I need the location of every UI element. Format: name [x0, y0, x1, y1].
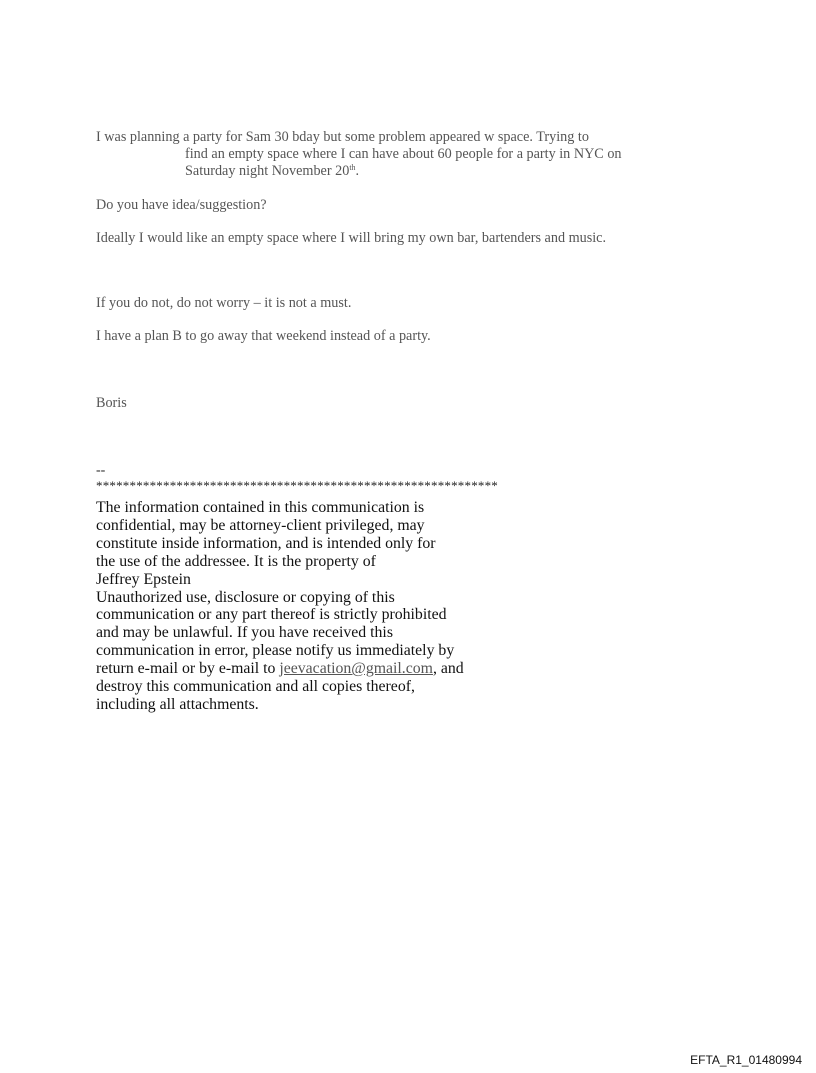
disclaimer-line: including all attachments. — [96, 695, 259, 713]
disclaimer-line: constitute inside information, and is intended only for — [96, 534, 436, 552]
disclaimer-line: and may be unlawful. If you have received this — [96, 624, 393, 642]
disclaimer-line: The information contained in this communication is — [96, 499, 425, 516]
paragraph-party-request — [96, 129, 656, 180]
disclaimer-line: confidential, may be attorney-client privileged, may — [96, 516, 425, 534]
paragraph-line: find an empty space where I can have about 60 people for a party in NYC on — [185, 146, 622, 162]
disclaimer-line — [96, 660, 596, 678]
date-text: Saturday night November 20 — [185, 163, 350, 179]
signature: Boris — [96, 395, 127, 411]
signature-separator: -- — [96, 463, 106, 478]
disclaimer-line: Jeffrey Epstein — [96, 570, 191, 588]
paragraph-line — [96, 163, 359, 179]
paragraph-no-worry: If you do not, do not worry – it is not a must. — [96, 295, 352, 311]
email-link[interactable]: jeevacation@gmail.com — [279, 660, 433, 678]
disclaimer-line: Unauthorized use, disclosure or copying of this — [96, 588, 395, 606]
asterisk-divider: ************************************************************ — [96, 478, 498, 493]
confidentiality-notice — [96, 499, 596, 714]
disclaimer-text: , and — [432, 660, 464, 678]
disclaimer-line: destroy this communication and all copies thereof, — [96, 678, 415, 696]
disclaimer-line: communication in error, please notify us immediately by — [96, 642, 455, 660]
email-disclaimer-footer — [96, 463, 596, 714]
disclaimer-text: return e-mail or by e-mail to — [96, 660, 280, 678]
paragraph-ideal-space: Ideally I would like an empty space where I will bring my own bar, bartenders and music. — [96, 230, 607, 246]
document-id: EFTA_R1_01480994 — [690, 1053, 802, 1067]
paragraph-question: Do you have idea/suggestion? — [96, 197, 267, 213]
paragraph-line: I was planning a party for Sam 30 bday but some problem appeared w space. Trying to — [96, 129, 589, 145]
paragraph-plan-b: I have a plan B to go away that weekend instead of a party. — [96, 328, 431, 344]
disclaimer-line: the use of the addressee. It is the property of — [96, 552, 376, 570]
period: . — [355, 163, 360, 179]
ordinal-suffix: th — [349, 163, 356, 172]
disclaimer-line: communication or any part thereof is strictly prohibited — [96, 606, 447, 624]
